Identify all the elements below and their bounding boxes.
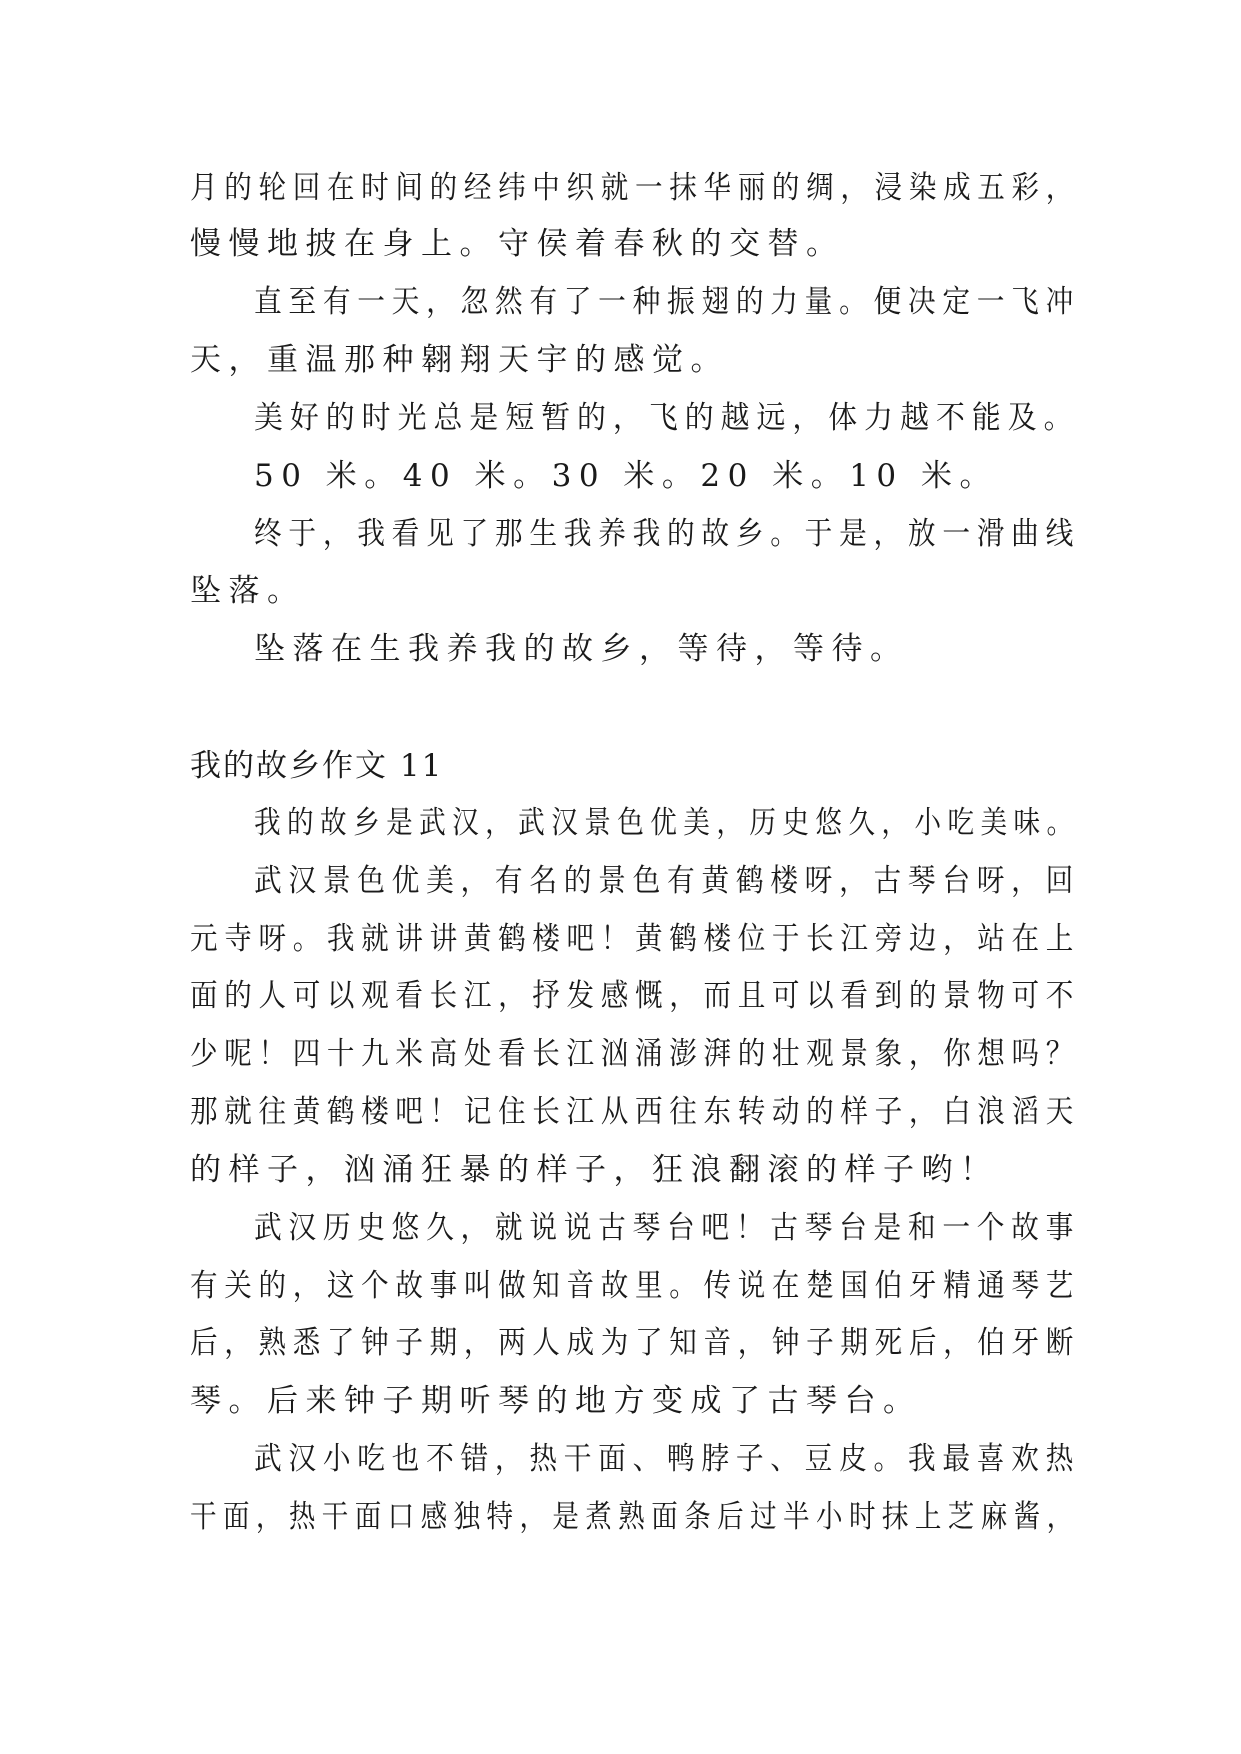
paragraph-line: 我的故乡是武汉，武汉景色优美，历史悠久，小吃美味。	[254, 805, 1080, 841]
paragraph-line: 武汉景色优美，有名的景色有黄鹤楼呀，古琴台呀，回	[254, 863, 1080, 899]
section-heading: 我的故乡作文 11	[190, 748, 444, 784]
paragraph-line: 少呢！四十九米高处看长江汹涌澎湃的壮观景象，你想吗？	[190, 1036, 1080, 1072]
paragraph-line: 那就往黄鹤楼吧！记住长江从西往东转动的样子，白浪滔天	[190, 1094, 1080, 1130]
paragraph-line: 终于，我看见了那生我养我的故乡。于是，放一滑曲线	[254, 516, 1080, 552]
paragraph-line: 元寺呀。我就讲讲黄鹤楼吧！黄鹤楼位于长江旁边，站在上	[190, 921, 1080, 957]
paragraph-line: 坠落。	[190, 573, 306, 609]
paragraph-line: 干面，热干面口感独特，是煮熟面条后过半小时抹上芝麻酱，	[190, 1499, 1080, 1535]
paragraph-line: 面的人可以观看长江，抒发感慨，而且可以看到的景物可不	[190, 978, 1080, 1014]
paragraph-line: 直至有一天，忽然有了一种振翅的力量。便决定一飞冲	[254, 284, 1080, 320]
paragraph-line: 有关的，这个故事叫做知音故里。传说在楚国伯牙精通琴艺	[190, 1268, 1080, 1304]
paragraph-line: 琴。后来钟子期听琴的地方变成了古琴台。	[190, 1383, 922, 1419]
paragraph-line: 后，熟悉了钟子期，两人成为了知音，钟子期死后，伯牙断	[190, 1325, 1080, 1361]
paragraph-line: 慢慢地披在身上。守侯着春秋的交替。	[190, 226, 845, 262]
paragraph-line: 武汉历史悠久，就说说古琴台吧！古琴台是和一个故事	[254, 1210, 1080, 1246]
paragraph-line: 武汉小吃也不错，热干面、鸭脖子、豆皮。我最喜欢热	[254, 1441, 1080, 1477]
paragraph-line: 美好的时光总是短暂的，飞的越远，体力越不能及。	[254, 400, 1080, 436]
paragraph-line: 坠落在生我养我的故乡，等待，等待。	[254, 631, 909, 667]
paragraph-line: 50 米。40 米。30 米。20 米。10 米。	[254, 458, 999, 494]
paragraph-line: 月的轮回在时间的经纬中织就一抹华丽的绸，浸染成五彩，	[190, 170, 1080, 206]
paragraph-line: 的样子，汹涌狂暴的样子，狂浪翻滚的样子哟！	[190, 1152, 999, 1188]
paragraph-line: 天，重温那种翱翔天宇的感觉。	[190, 342, 729, 378]
